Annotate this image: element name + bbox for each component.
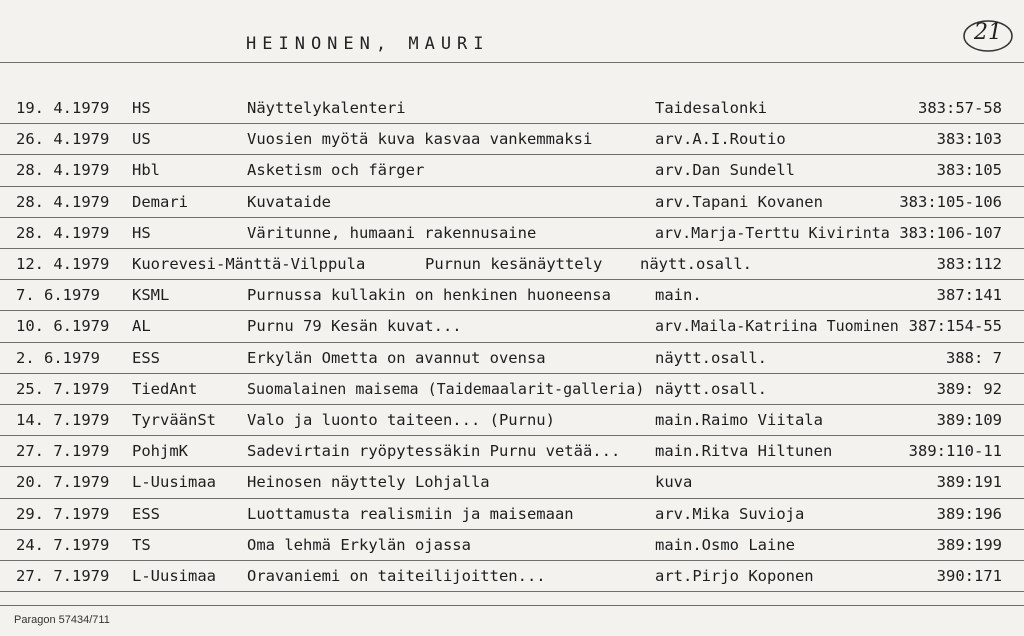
- table-row: [0, 124, 1024, 154]
- entry-source: AL: [132, 317, 151, 336]
- entry-title: Valo ja luonto taiteen... (Purnu): [247, 411, 555, 429]
- entry-date: 10. 6.1979: [16, 317, 110, 336]
- table-row: [0, 93, 1024, 123]
- entry-date: 14. 7.1979: [16, 411, 110, 429]
- entry-date: 28. 4.1979: [16, 161, 110, 180]
- entry-source: L-Uusimaa: [132, 473, 216, 492]
- entry-title: Suomalainen maisema (Taidemaalarit-galleria): [247, 379, 645, 398]
- entry-source: TS: [132, 535, 151, 554]
- table-row: [0, 187, 1024, 217]
- entry-source: TyrväänSt: [132, 411, 216, 429]
- entry-author: arv.Maila-Katriina Tuominen: [655, 317, 899, 336]
- entry-author: näytt.osall.: [655, 348, 767, 367]
- footer-rule: [0, 605, 1024, 606]
- entry-title: Purnun kesänäyttely: [425, 255, 603, 273]
- table-row: [0, 218, 1024, 248]
- footer-print-mark: Paragon 57434/711: [14, 614, 110, 626]
- entry-source: PohjmK: [132, 442, 188, 461]
- entry-reference: 387:154-55: [908, 317, 1002, 336]
- entry-author: arv.Marja-Terttu Kivirinta: [655, 223, 890, 242]
- entry-reference: 388: 7: [946, 348, 1002, 367]
- header-rule: [0, 62, 1024, 63]
- entry-author: kuva: [655, 473, 693, 492]
- entry-author: arv.A.I.Routio: [655, 130, 786, 149]
- entry-source: L-Uusimaa: [132, 567, 216, 585]
- entry-title: Asketism och färger: [247, 161, 425, 180]
- row-rule: [0, 591, 1024, 592]
- table-row: [0, 343, 1024, 373]
- entry-title: Näyttelykalenteri: [247, 99, 406, 117]
- table-row: [0, 467, 1024, 497]
- entry-date: 28. 4.1979: [16, 192, 110, 211]
- entry-source: HS: [132, 99, 151, 117]
- entry-date: 27. 7.1979: [16, 567, 110, 585]
- entry-source: Hbl: [132, 161, 160, 180]
- entry-reference: 383:57-58: [918, 99, 1002, 117]
- entry-reference: 389: 92: [936, 379, 1002, 398]
- entry-date: 2. 6.1979: [16, 348, 100, 367]
- entry-source: ESS: [132, 504, 160, 523]
- entry-reference: 390:171: [936, 567, 1002, 585]
- entry-reference: 383:112: [936, 255, 1002, 273]
- entry-title: Purnussa kullakin on henkinen huoneensa: [247, 286, 611, 305]
- entry-author: art.Pirjo Koponen: [655, 567, 814, 585]
- entry-date: 20. 7.1979: [16, 473, 110, 492]
- entry-date: 25. 7.1979: [16, 379, 110, 398]
- table-row: [0, 155, 1024, 185]
- entry-author: main.Raimo Viitala: [655, 411, 823, 429]
- card-number: 21: [974, 20, 1002, 45]
- table-row: [0, 561, 1024, 591]
- entry-title: Väritunne, humaani rakennusaine: [247, 223, 537, 242]
- entry-author: arv.Tapani Kovanen: [655, 192, 823, 211]
- entry-date: 28. 4.1979: [16, 223, 110, 242]
- table-row: [0, 280, 1024, 310]
- entry-date: 26. 4.1979: [16, 130, 110, 149]
- entry-date: 7. 6.1979: [16, 286, 100, 305]
- entry-reference: 383:105: [936, 161, 1002, 180]
- entry-author: näytt.osall.: [640, 255, 752, 273]
- table-row: [0, 249, 1024, 279]
- entry-reference: 383:105-106: [899, 192, 1002, 211]
- card-header-title: HEINONEN, MAURI: [246, 34, 490, 54]
- entry-source: US: [132, 130, 151, 149]
- entry-source: KSML: [132, 286, 170, 305]
- entry-title: Purnu 79 Kesän kuvat...: [247, 317, 462, 336]
- table-row: [0, 436, 1024, 466]
- entry-reference: 389:196: [936, 504, 1002, 523]
- entry-date: 24. 7.1979: [16, 535, 110, 554]
- entry-source: Demari: [132, 192, 188, 211]
- entry-title: Kuvataide: [247, 192, 331, 211]
- entry-reference: 389:110-11: [908, 442, 1002, 461]
- entry-reference: 383:103: [936, 130, 1002, 149]
- table-row: [0, 499, 1024, 529]
- entry-author: näytt.osall.: [655, 379, 767, 398]
- entry-date: 19. 4.1979: [16, 99, 110, 117]
- entry-reference: 383:106-107: [899, 223, 1002, 242]
- entry-title: Luottamusta realismiin ja maisemaan: [247, 504, 574, 523]
- entry-date: 12. 4.1979: [16, 255, 110, 273]
- entry-reference: 389:109: [936, 411, 1002, 429]
- table-row: [0, 374, 1024, 404]
- entry-author: arv.Mika Suvioja: [655, 504, 805, 523]
- entry-author: main.Osmo Laine: [655, 535, 795, 554]
- entry-title: Erkylän Ometta on avannut ovensa: [247, 348, 546, 367]
- entry-author: main.: [655, 286, 702, 305]
- entry-date: 27. 7.1979: [16, 442, 110, 461]
- entry-title: Oma lehmä Erkylän ojassa: [247, 535, 471, 554]
- entry-reference: 389:191: [936, 473, 1002, 492]
- entry-title: Heinosen näyttely Lohjalla: [247, 473, 490, 492]
- entry-title: Oravaniemi on taiteilijoitten...: [247, 567, 546, 585]
- entry-title: Sadevirtain ryöpytessäkin Purnu vetää...: [247, 442, 621, 461]
- entry-reference: 389:199: [936, 535, 1002, 554]
- entry-source: TiedAnt: [132, 379, 198, 398]
- entry-source: Kuorevesi-Mänttä-Vilppula: [132, 255, 366, 273]
- entry-title: Vuosien myötä kuva kasvaa vankemmaksi: [247, 130, 593, 149]
- entry-reference: 387:141: [936, 286, 1002, 305]
- entry-author: Taidesalonki: [655, 99, 767, 117]
- table-row: [0, 311, 1024, 341]
- entry-source: ESS: [132, 348, 160, 367]
- card-number-circle: [962, 18, 1014, 54]
- table-row: [0, 405, 1024, 435]
- entry-source: HS: [132, 223, 151, 242]
- table-row: [0, 530, 1024, 560]
- entry-date: 29. 7.1979: [16, 504, 110, 523]
- entry-author: arv.Dan Sundell: [655, 161, 795, 180]
- entry-author: main.Ritva Hiltunen: [655, 442, 833, 461]
